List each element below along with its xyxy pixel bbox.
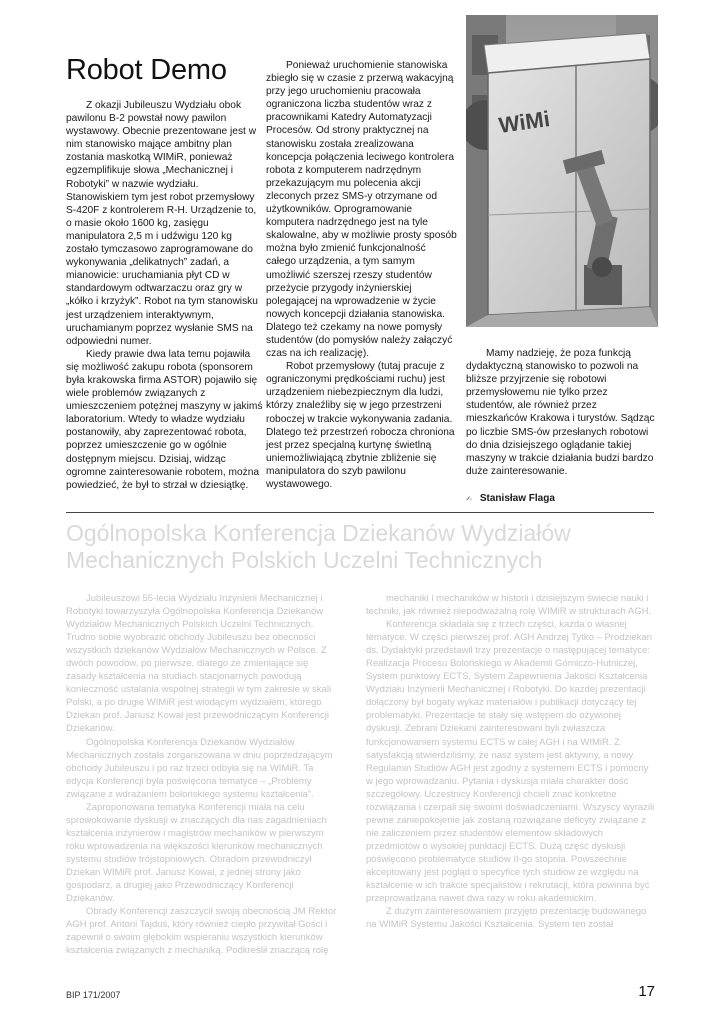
author-name: Stanisław Flaga — [479, 493, 555, 504]
paragraph: Z dużym zainteresowaniem przyjęto prezentację budowanego na WIMiR Systemu Jakości Kształcenia. System ten został — [366, 906, 647, 931]
robot-pavilion-photo — [466, 15, 658, 327]
article-column-3 — [466, 347, 658, 478]
svg-text:WiMi: WiMi — [497, 106, 552, 138]
paragraph: Jubileuszowi 55-lecia Wydziału Inżynierii Mechanicznej i Robotyki towarzyszyła Ogólnopolska Konferencja Dziekanów Wydziałów Mechanicznych Polskich Uczelni Technicznych. Trudno sobie wyobrazić obchody Jubileuszu bez obecności wszystkich dziekanów Wydziałów Mechanicznych w Polsce. Z dwóch powodów, po pierwsze, dlatego że zmieniające się zasady kształcenia na studiach stacjonarnych powodują konieczność ustalania wspólnej strategii w tym zakresie w skali Polski, a po drugie WIMiR jest wiodącym wydziałem, którego Dziekan prof. Janusz Kowal jest przewodniczącym Konferencji Dziekanów. — [66, 593, 332, 735]
conference-column-1 — [66, 592, 338, 957]
conference-column-2 — [366, 592, 656, 931]
article-column-1 — [66, 99, 264, 492]
article-column-2 — [266, 59, 458, 491]
paragraph: Ogólnopolska Konferencja Dziekanów Wydziałów Mechanicznych została zorganizowana w dniu poprzedzającym obchody Jubileuszu i po raz trzeci odbyła się na WIMiR. Ta edycja Konferencji była poświęcona tematyce – „Problemy związane z wdrażaniem bolońskiego systemu kształcenia”. — [66, 736, 333, 800]
paragraph: Konferencja składała się z trzech części, każda o własnej tematyce. W części pierwszej prof. AGH Andrzej Tytko – Prodziekan ds. Dydaktyki przedstawił trzy prezentacje o następującej tematyce: Realizacja Procesu Bolońskiego w Akademii Górniczo-Hutniczej, System punktowy ECTS, System Zapewnienia Jakości Kształcenia Wydziału Inżynierii Mechanicznej i Robotyki. Do każdej prezentacji dołączony był bogaty wykaz materiałów i publikacji dotyczący tej problematyki. Prezentacje te stały się wstępem do ożywionej dyskusji. Zebrani Dziekani zainteresowani byli zwłaszcza funkcjonowaniem systemu ECTS w całej AGH i na WIMiR. Z satysfakcją stwierdziliśmy, że nasz system jest aktywny, a nowy Regulamin Studiów AGH jest zgodny z systemem ECTS i pomocny w jego wprowadzaniu. Pytania i dyskusja miała charakter dość szczegółowy. Uczestnicy Konferencji chcieli znać konkretne rozwiązania i czerpali się swoimi doświadczeniami. Wszyscy wyrazili pewne zaniepokojenie jak zostaną rozwiązane deficyty związane z nie zaliczeniem przez studentów elementów składowych przedmiotów o wysokiej punktacji ECTS. Dużą część dyskusji poświęcono problematyce studiów II-go stopnia. Powszechnie akceptowany jest pogląd o specyfice tych studiów ze względu na kształcenie w ich trakcie specjalistów i rekrutacji, która powinna być przeprowadzana nawet dwa razy w roku akademickim. — [366, 619, 655, 905]
page-number: 17 — [638, 983, 655, 1000]
section-divider — [66, 512, 654, 513]
conference-title: Ogólnopolska Konferencja Dziekanów Wydziałów Mechanicznych Polskich Uczelni Technicznych — [66, 520, 571, 573]
magazine-issue: BIP 171/2007 — [66, 990, 121, 1000]
paragraph: Kiedy prawie dwa lata temu pojawiła się możliwość zakupu robota (sponsorem była krakowska firma ASTOR) pojawiło się wiele problemów związanych z umieszczeniem potężnej maszyny w jakimś laboratorium. Wtedy to władze wydziału postanowiły, aby zaprezentować robota, poprzez umieszczenie go w ogólnie dostępnym miejscu. Dzisiaj, widząc ogromne zainteresowanie robotem, można powiedzieć, że był to strzał w dziesiątkę. — [66, 348, 263, 491]
photo-illustration — [466, 15, 658, 327]
paragraph: Zaproponowana tematyka Konferencji miała na celu sprowokowanie dyskusji w znaczących dla nas zagadnieniach kształcenia inżynierów i magistrów mechaników w pierwszym roku wprowadzenia na większości kierunków mechanicznych systemu studiów trójstopniowych. Obradom przewodniczył Dziekan WIMiR prof. Janusz Kowal, z jednej strony jako gospodarz, a drugiej jako Przewodniczący Konferencji Dziekanów. — [66, 801, 327, 905]
pen-icon: ✍ — [466, 495, 472, 503]
page-footer — [66, 983, 655, 1000]
paragraph: Obrady Konferencji zaszczycił swoją obecnością JM Rektor AGH prof. Antoni Tajduś, który również ciepło przywitał Gości i zapewnił o swoim głębokim wspieraniu wszystkich kierunków kształcenia związanych z mechaniką. Podkreślił znaczącą rolę — [66, 906, 337, 957]
paragraph: Robot przemysłowy (tutaj pracuje z ograniczonymi prędkościami ruchu) jest urządzeniem niebezpiecznym dla ludzi, którzy znaleźliby się w jego przestrzeni roboczej w trakcie wykonywania zadania. Dlatego też przestrzeń robocza chroniona jest przez specjalną kurtynę świetlną uniemożliwiającą zbytnie zbliżenie się manipulatora do szyb pawilonu wystawowego. — [266, 361, 455, 490]
article-title: Robot Demo — [66, 54, 227, 86]
paragraph: Ponieważ uruchomienie stanowiska zbiegło się w czasie z przerwą wakacyjną przy jego uruchomieniu pracowała ograniczona liczba studentów wraz z pracownikami Katedry Automatyzacji Procesów. Od strony praktycznej na stanowisku została zrealizowana koncepcja połączenia leciwego kontrolera robota z komputerem nadrzędnym przekazującym mu polecenia akcji zleconych przez SMS-y otrzymane od użytkowników. Oprogramowanie komputera nadrzędnego jest na tyle skalowalne, aby w możliwie prosty sposób można było zmienić funkcjonalność całego urządzenia, a tym samym umożliwić szerszej rzeszy studentów przeżycie przygody inżynierskiej polegającej na wprowadzenie w życie nowych koncepcji działania stanowiska. Dlatego też czekamy na nowe pomysły studentów (do pomysłów należy załączyć czas na ich realizację). — [266, 60, 457, 360]
paragraph: mechaniki i mechaników w historii i dzisiejszym świecie nauki i techniki, jak również niepodważalną rolę WIMiR w strukturach AGH. — [366, 593, 652, 618]
paragraph: Z okazji Jubileuszu Wydziału obok pawilonu B-2 powstał nowy pawilon wystawowy. Obecnie prezentowane jest w nim stanowisko mające ambitny plan zostania maskotką WIMiR, ponieważ egzemplifikuje słowa „Mechanicznej i Robotyki” w nazwie wydziału. Stanowiskiem tym jest robot przemysłowy S-420F z kontrolerem R-H. Urządzenie to, o masie około 1600 kg, zasięgu manipulatora 2,5 m i udźwigu 120 kg zostało tymczasowo zaprogramowane do wykonywania „delikatnych” zadań, a mianowicie: uruchamiania płyt CD w standardowym odtwarzaczu oraz gry w „kółko i krzyżyk”. Robot na tym stanowisku jest urządzeniem interaktywnym, uruchamianym poprzez wysłanie SMS na odpowiedni numer. — [66, 100, 258, 347]
author-credit — [466, 493, 555, 504]
paragraph: Mamy nadzieję, że poza funkcją dydaktyczną stanowisko to pozwoli na bliższe przyjrzenie się robotowi przemysłowemu nie tylko przez studentów, ale również przez mieszkańców Krakowa i turystów. Sądząc po liczbie SMS-ów przesłanych robotowi do dnia dzisiejszego oglądanie takiej maszyny w trakcie działania budzi bardzo duże zainteresowanie. — [466, 348, 655, 477]
